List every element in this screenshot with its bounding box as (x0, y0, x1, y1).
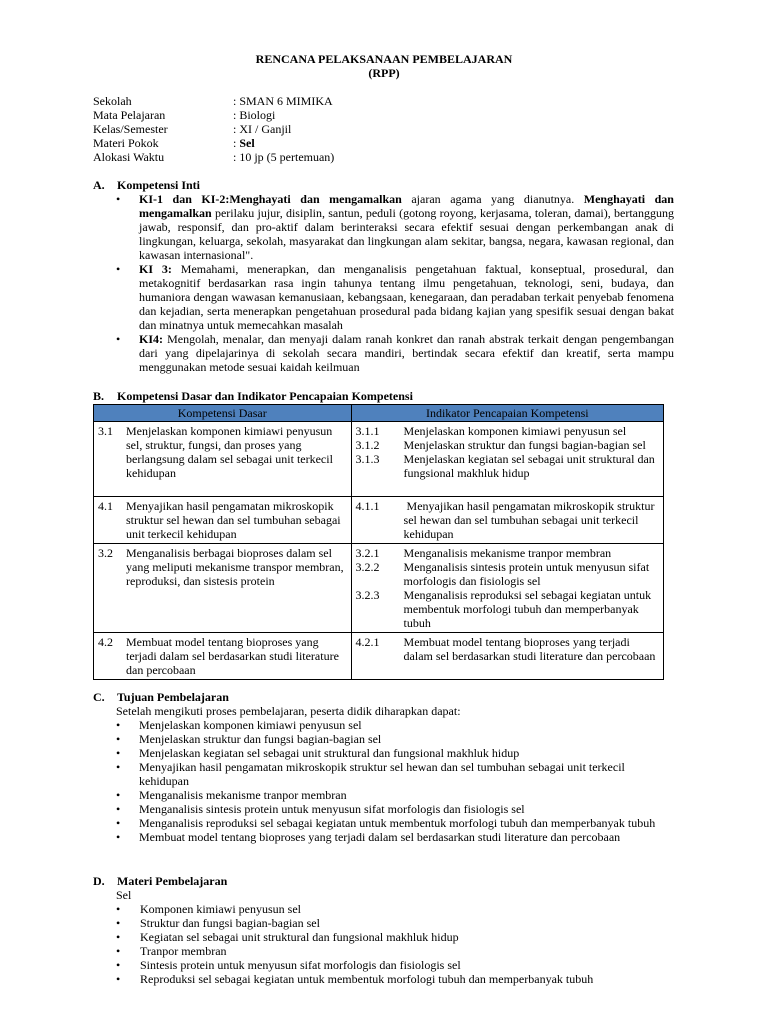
list-item-text: Menjelaskan komponen kimiawi penyusun sel (139, 718, 362, 732)
meta-value: : Biologi (233, 108, 276, 122)
bullet-icon: • (116, 972, 121, 986)
identity-block (93, 94, 673, 164)
ki-item-1 (116, 192, 674, 262)
bullet-icon: • (116, 332, 121, 346)
bullet-icon: • (116, 760, 121, 774)
kd-cell (94, 422, 352, 497)
meta-value-bold: Sel (239, 136, 255, 150)
ki-bold: KI-1 dan KI-2:Menghayati dan mengamalkan (139, 192, 402, 206)
ipk-cell (351, 497, 663, 544)
kd-text: Menyajikan hasil pengamatan mikroskopik struktur sel hewan dan sel tumbuhan sebagai unit terkecil kehidupan (126, 499, 341, 541)
section-b-heading (93, 389, 413, 403)
ipk-cell (351, 633, 663, 680)
ipk-text: Membuat model tentang bioproses yang terjadi dalam sel berdasarkan studi literature dan percobaan (403, 635, 656, 663)
ki-text: ajaran agama yang dianutnya. (401, 192, 584, 206)
kd-cell (94, 633, 352, 680)
ki-bold: KI 3: (139, 262, 172, 276)
section-letter: D. (93, 874, 105, 888)
materi-intro: Sel (116, 888, 132, 902)
ki-bold: Menghayati dan mengamalkan (139, 192, 674, 220)
bullet-icon: • (116, 718, 121, 732)
list-item-text: Membuat model tentang bioproses yang terjadi dalam sel berdasarkan studi literature dan percobaan (139, 830, 621, 844)
list-item (116, 930, 676, 944)
list-item (116, 972, 676, 986)
ipk-number: 3.2.3 (355, 588, 380, 602)
ki-bold: KI4: (139, 332, 163, 346)
section-title: Kompetensi Inti (117, 178, 201, 192)
ipk-cell (351, 544, 663, 633)
kd-text: Menjelaskan komponen kimiawi penyusun sel, struktur, fungsi, dan proses yang berlangsung dalam sel sebagai unit terkecil kehidupan (126, 424, 333, 480)
list-item (116, 718, 676, 732)
ipk-number: 3.1.1 (355, 424, 380, 438)
title-line-1: RENCANA PELAKSANAAN PEMBELAJARAN (255, 52, 513, 66)
kd-cell (94, 544, 352, 633)
bullet-icon: • (116, 944, 121, 958)
tujuan-list (116, 704, 676, 844)
list-item-text: Menganalisis sintesis protein untuk menyusun sifat morfologis dan fisiologis sel (139, 802, 525, 816)
list-item-text: Menjelaskan kegiatan sel sebagai unit struktural dan fungsional makhluk hidup (139, 746, 520, 760)
list-item (116, 816, 676, 830)
bullet-icon: • (116, 958, 121, 972)
meta-row-alokasi (93, 150, 673, 164)
table-row (94, 544, 664, 633)
list-item (116, 802, 676, 816)
ki-text: perilaku jujur, disiplin, santun, peduli (gotong royong, kerjasama, toleran, damai), bertanggung jawab, responsif, dan pro-aktif dalam berinteraksi secara efektif sesuai dengan perkembangan anak di lingkungan, keluarga, sekolah, masyarakat dan lingkungan alam sekitar, bangsa, negara, kawasan regional, dan kawasan internasional". (139, 206, 674, 262)
tujuan-intro: Setelah mengikuti proses pembelajaran, peserta didik diharapkan dapat: (116, 704, 461, 718)
list-item (116, 746, 676, 760)
ipk-text: Menyajikan hasil pengamatan mikroskopik struktur sel hewan dan sel tumbuhan sebagai unit terkecil kehidupan (403, 499, 658, 541)
kd-text: Menganalisis berbagai bioproses dalam sel yang meliputi mekanisme transpor membran, reproduksi, dan sistesis protein (126, 546, 344, 588)
meta-row-mapel (93, 108, 673, 122)
list-item-text: Tranpor membran (140, 944, 227, 958)
section-d-heading (93, 874, 227, 888)
list-item (116, 788, 676, 802)
section-letter: A. (93, 178, 105, 192)
meta-label: Sekolah (93, 94, 132, 108)
ki-text: Memahami, menerapkan, dan menganalisis pengetahuan faktual, konseptual, prosedural, dan metakognitif berdasarkan rasa ingin tahunya tentang ilmu pengetahuan, teknologi, seni, budaya, dan humaniora dengan wawasan kemanusiaan, kebangsaan, kenegaraan, dan peradaban terkait penyebab fenomena dan kejadian, serta menerapkan pengetahuan prosedural pada bidang kajian yang spesifik sesuai dengan bakat dan minatnya untuk memecahkan masalah (139, 262, 675, 332)
meta-value-prefix: : (233, 136, 240, 150)
section-title: Materi Pembelajaran (117, 874, 228, 888)
ipk-number: 3.1.3 (355, 452, 380, 466)
table-header-row (94, 405, 664, 422)
meta-label: Materi Pokok (93, 136, 159, 150)
table-header-ipk: Indikator Pencapaian Kompetensi (351, 405, 663, 422)
ki-item-4 (116, 332, 674, 374)
list-item-text: Kegiatan sel sebagai unit struktural dan fungsional makhluk hidup (140, 930, 459, 944)
kd-cell (94, 497, 352, 544)
ipk-text: Menganalisis sintesis protein untuk menyusun sifat morfologis dan fisiologis sel (403, 560, 650, 588)
bullet-icon: • (116, 816, 121, 830)
table-row (94, 497, 664, 544)
section-letter: B. (93, 389, 105, 403)
ipk-cell (351, 422, 663, 497)
list-item (116, 902, 676, 916)
meta-row-materi (93, 136, 673, 150)
kd-number: 3.1 (98, 424, 113, 438)
meta-label: Alokasi Waktu (93, 150, 165, 164)
meta-value (233, 136, 255, 150)
section-c-heading (93, 690, 229, 704)
bullet-icon: • (116, 802, 121, 816)
bullet-icon: • (116, 902, 121, 916)
ipk-number: 4.2.1 (355, 635, 380, 649)
bullet-icon: • (116, 732, 121, 746)
ipk-number: 3.2.2 (355, 560, 380, 574)
ipk-text: Menjelaskan struktur dan fungsi bagian-bagian sel (403, 438, 646, 452)
kompetensi-inti-list (116, 192, 674, 374)
list-item-text: Sintesis protein untuk menyusun sifat morfologis dan fisiologis sel (140, 958, 461, 972)
ipk-text: Menganalisis reproduksi sel sebagai kegiatan untuk membentuk morfologi tubuh dan memperbanyak tubuh (403, 588, 652, 630)
list-item (116, 732, 676, 746)
kd-number: 3.2 (98, 546, 113, 560)
bullet-icon: • (116, 192, 121, 206)
meta-value: : 10 jp (5 pertemuan) (233, 150, 335, 164)
ipk-text: Menjelaskan kegiatan sel sebagai unit struktural dan fungsional makhluk hidup (403, 452, 655, 480)
list-item (116, 958, 676, 972)
meta-label: Mata Pelajaran (93, 108, 166, 122)
bullet-icon: • (116, 746, 121, 760)
bullet-icon: • (116, 262, 121, 276)
ipk-text: Menjelaskan komponen kimiawi penyusun sel (403, 424, 627, 438)
table-row (94, 633, 664, 680)
kd-text: Membuat model tentang bioproses yang terjadi dalam sel berdasarkan studi literature dan percobaan (126, 635, 339, 677)
list-item-text: Reproduksi sel sebagai kegiatan untuk membentuk morfologi tubuh dan memperbanyak tubuh (140, 972, 594, 986)
list-item-text: Menganalisis mekanisme tranpor membran (139, 788, 347, 802)
meta-row-kelas (93, 122, 673, 136)
bullet-icon: • (116, 830, 121, 844)
ki-item-3 (116, 262, 674, 332)
section-a-heading (93, 178, 200, 192)
table-header-kd: Kompetensi Dasar (94, 405, 352, 422)
list-item (116, 830, 676, 844)
list-item-text: Komponen kimiawi penyusun sel (140, 902, 301, 916)
bullet-icon: • (116, 930, 121, 944)
list-item-text: Menjelaskan struktur dan fungsi bagian-bagian sel (139, 732, 382, 746)
meta-value: : SMAN 6 MIMIKA (233, 94, 333, 108)
materi-list (116, 888, 676, 986)
document-title (0, 52, 768, 80)
list-item-text: Menyajikan hasil pengamatan mikroskopik struktur sel hewan dan sel tumbuhan sebagai unit terkecil kehidupan (139, 760, 625, 788)
list-item (116, 944, 676, 958)
ipk-number: 4.1.1 (355, 499, 380, 513)
meta-value: : XI / Ganjil (233, 122, 292, 136)
section-title: Tujuan Pembelajaran (117, 690, 229, 704)
kd-number: 4.2 (98, 635, 113, 649)
ipk-text: Menganalisis mekanisme tranpor membran (403, 546, 612, 560)
table-row (94, 422, 664, 497)
ki-text: Mengolah, menalar, dan menyaji dalam ranah konkret dan ranah abstrak terkait dengan pengembangan dari yang dipelajarinya di sekolah secara mandiri, bertindak secara efektif dan kreatif, serta mampu menggunakan metode sesuai kaidah keilmuan (139, 332, 674, 374)
bullet-icon: • (116, 788, 121, 802)
list-item-text: Struktur dan fungsi bagian-bagian sel (140, 916, 320, 930)
ipk-number: 3.2.1 (355, 546, 380, 560)
list-item-text: Menganalisis reproduksi sel sebagai kegiatan untuk membentuk morfologi tubuh dan memperbanyak tubuh (139, 816, 656, 830)
bullet-icon: • (116, 916, 121, 930)
section-letter: C. (93, 690, 105, 704)
kd-number: 4.1 (98, 499, 113, 513)
list-item (116, 760, 676, 788)
meta-row-sekolah (93, 94, 673, 108)
competency-table (93, 404, 664, 680)
ipk-number: 3.1.2 (355, 438, 380, 452)
title-line-2: (RPP) (368, 66, 400, 80)
meta-label: Kelas/Semester (93, 122, 168, 136)
list-item (116, 916, 676, 930)
section-title: Kompetensi Dasar dan Indikator Pencapaian Kompetensi (117, 389, 413, 403)
